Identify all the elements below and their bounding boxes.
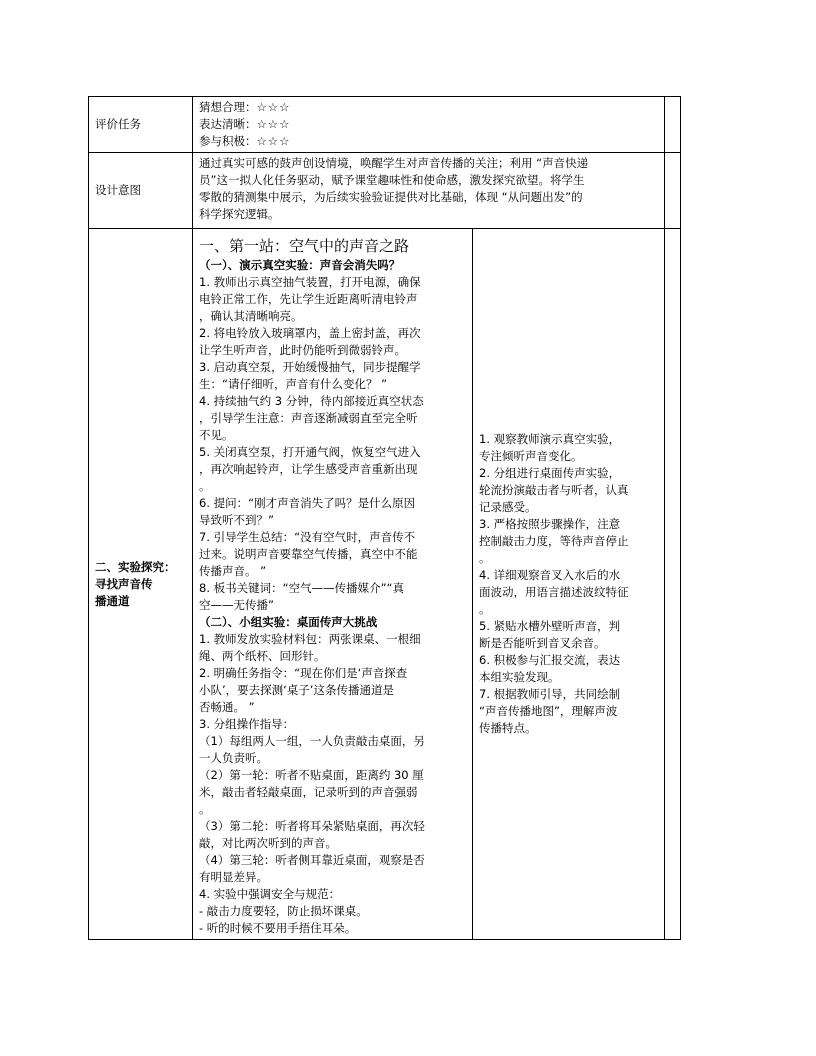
text-line: （4）第三轮：听者侧耳靠近桌面，观察是否 bbox=[199, 853, 425, 867]
text-line: 2. 将电铃放入玻璃罩内，盖上密封盖，再次 bbox=[199, 326, 421, 340]
text-line: 记录感受。 bbox=[479, 500, 537, 514]
text-line: ，引导学生注意：声音逐渐减弱直至完全听 bbox=[199, 411, 418, 425]
experiment-label-line: 播通道 bbox=[95, 593, 130, 608]
text-line: 6. 提问：“刚才声音消失了吗？是什么原因 bbox=[199, 496, 416, 510]
subsection-title: （一）、演示真空实验：声音会消失吗？ bbox=[199, 258, 401, 272]
design-intent-label: 设计意图 bbox=[89, 153, 193, 229]
text-line: 4. 持续抽气约 3 分钟，待内部接近真空状态 bbox=[199, 394, 424, 408]
text-line: 5. 紧贴水槽外壁听声音，判 bbox=[479, 619, 621, 633]
experiment-label-line: 二、实验探究：寻找声音传 bbox=[95, 559, 176, 591]
star-rating: ☆☆☆ bbox=[256, 134, 291, 148]
text-line: 通过真实可感的鼓声创设情境，唤醒学生对声音传播的关注；利用 “声音快递 bbox=[199, 156, 589, 170]
teacher-steps-vacuum bbox=[199, 274, 466, 614]
text-line: 一人负责听。 bbox=[199, 751, 268, 765]
design-intent-content bbox=[193, 153, 665, 229]
evaluation-item bbox=[199, 116, 658, 133]
text-line: 生：“请仔细听，声音有什么变化？ ” bbox=[199, 377, 388, 391]
text-line: 7. 引导学生总结：“没有空气时，声音传不 bbox=[199, 530, 416, 544]
text-line: 7. 根据教师引导，共同绘制 bbox=[479, 687, 621, 701]
text-line: 5. 关闭真空泵，打开通气阀，恢复空气进入 bbox=[199, 445, 421, 459]
text-line: 敲，对比两次听到的声音。 bbox=[199, 836, 337, 850]
text-line: 8. 板书关键词：“空气——传播媒介”“真 bbox=[199, 581, 404, 595]
text-line: 3. 严格按照步骤操作，注意 bbox=[479, 517, 621, 531]
text-line: 导致听不到？” bbox=[199, 513, 274, 527]
text-line: 不见。 bbox=[199, 428, 234, 442]
text-line: 轮流扮演敲击者与听者，认真 bbox=[479, 483, 629, 497]
experiment-row bbox=[89, 229, 681, 940]
text-line: 1. 教师发放实验材料包：两张课桌、一根细 bbox=[199, 632, 421, 646]
text-line: 米，敲击者轻敲桌面，记录听到的声音强弱 bbox=[199, 785, 418, 799]
text-line: 让学生听声音，此时仍能听到微弱铃声。 bbox=[199, 343, 406, 357]
evaluation-item bbox=[199, 133, 658, 150]
text-line: 。 bbox=[199, 802, 211, 816]
text-line: 控制敲击力度，等待声音停止 bbox=[479, 534, 629, 548]
star-rating: ☆☆☆ bbox=[256, 100, 291, 114]
text-line: 6. 积极参与汇报交流，表达 bbox=[479, 653, 621, 667]
text-line: 2. 明确任务指令：“现在你们是‘声音探查 bbox=[199, 666, 408, 680]
text-line: - 听的时候不要用手捂住耳朵。 bbox=[199, 921, 357, 935]
text-line: 空——无传播” bbox=[199, 598, 274, 612]
text-line: （2）第一轮：听者不贴桌面，距离约 30 厘 bbox=[199, 768, 424, 782]
text-line: ，确认其清晰响亮。 bbox=[199, 309, 303, 323]
evaluation-item bbox=[199, 99, 658, 116]
text-line: 绳、两个纸杯、回形针。 bbox=[199, 649, 326, 663]
evaluation-item-name: 参与积极： bbox=[199, 134, 257, 148]
text-line: 3. 分组操作指导： bbox=[199, 717, 295, 731]
evaluation-row bbox=[89, 97, 681, 153]
teacher-steps-table bbox=[199, 631, 466, 937]
narrow-cell bbox=[665, 97, 681, 153]
text-line: 本组实验发现。 bbox=[479, 670, 560, 684]
section-title: 一、第一站：空气中的声音之路 bbox=[199, 237, 410, 255]
text-line: （3）第二轮：听者将耳朵紧贴桌面，再次轻 bbox=[199, 819, 425, 833]
evaluation-item-name: 猜想合理： bbox=[199, 100, 257, 114]
narrow-cell bbox=[665, 153, 681, 229]
text-line: 传播特点。 bbox=[479, 721, 537, 735]
text-line: 面波动，用语言描述波纹特征 bbox=[479, 585, 629, 599]
lesson-plan-table bbox=[88, 96, 681, 940]
text-line: ，再次响起铃声，让学生感受声音重新出现 bbox=[199, 462, 418, 476]
student-activity-cell bbox=[473, 229, 665, 940]
text-line: 4. 实验中强调安全与规范： bbox=[199, 887, 341, 901]
experiment-label bbox=[89, 229, 193, 940]
text-line: 断是否能听到音叉余音。 bbox=[479, 636, 606, 650]
text-line: 电铃正常工作，先让学生近距离听清电铃声 bbox=[199, 292, 418, 306]
teacher-activity-cell bbox=[193, 229, 473, 940]
text-line: 。 bbox=[199, 479, 211, 493]
text-line: 1. 观察教师演示真空实验， bbox=[479, 432, 621, 446]
text-line: 传播声音。 ” bbox=[199, 564, 267, 578]
text-line: 员”这一拟人化任务驱动，赋予课堂趣味性和使命感，激发探究欲望。将学生 bbox=[199, 173, 585, 187]
narrow-cell bbox=[665, 229, 681, 940]
design-intent-row bbox=[89, 153, 681, 229]
star-rating: ☆☆☆ bbox=[256, 117, 291, 131]
text-line: 否畅通。 ” bbox=[199, 700, 255, 714]
subsection-title: （二）、小组实验：桌面传声大挑战 bbox=[199, 615, 378, 629]
text-line: 。 bbox=[479, 551, 491, 565]
text-line: 。 bbox=[479, 602, 491, 616]
evaluation-label: 评价任务 bbox=[89, 97, 193, 153]
text-line: 2. 分组进行桌面传声实验， bbox=[479, 466, 621, 480]
text-line: 专注倾听声音变化。 bbox=[479, 449, 583, 463]
text-line: （1）每组两人一组，一人负责敲击桌面，另 bbox=[199, 734, 425, 748]
text-line: “声音传播地图”，理解声波 bbox=[479, 704, 618, 718]
evaluation-content bbox=[193, 97, 665, 153]
student-steps bbox=[479, 231, 658, 737]
text-line: 小队’，要去探测‘桌子’这条传播通道是 bbox=[199, 683, 394, 697]
text-line: 科学探究逻辑。 bbox=[199, 207, 280, 221]
text-line: 过来。说明声音要靠空气传播，真空中不能 bbox=[199, 547, 418, 561]
text-line: 有明显差异。 bbox=[199, 870, 268, 884]
text-line: 3. 启动真空泵，开始缓慢抽气，同步提醒学 bbox=[199, 360, 421, 374]
text-line: 4. 详细观察音叉入水后的水 bbox=[479, 568, 621, 582]
text-line: - 敲击力度要轻，防止损坏课桌。 bbox=[199, 904, 368, 918]
text-line: 1. 教师出示真空抽气装置，打开电源，确保 bbox=[199, 275, 421, 289]
text-line: 零散的猜测集中展示，为后续实验验证提供对比基础，体现 “从问题出发”的 bbox=[199, 190, 583, 204]
evaluation-item-name: 表达清晰： bbox=[199, 117, 257, 131]
